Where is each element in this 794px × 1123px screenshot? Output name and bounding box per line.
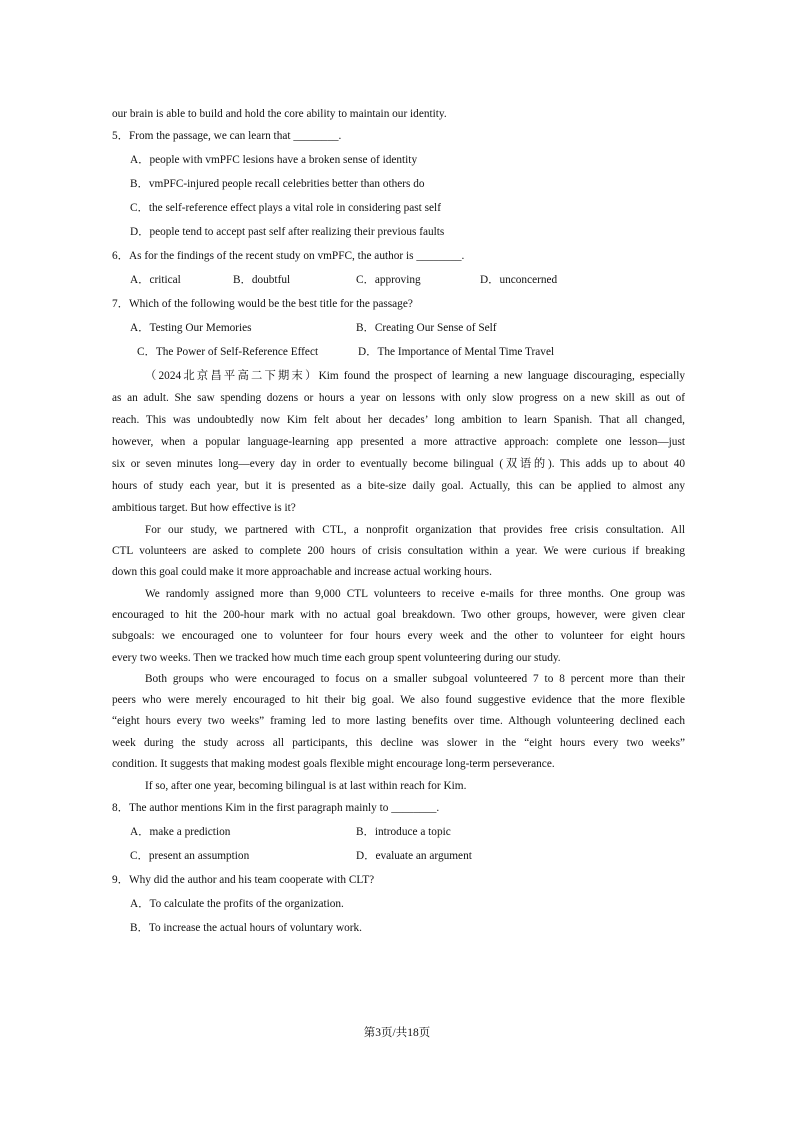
question-7-stem: 7．Which of the following would be the best title for the passage? <box>112 298 413 310</box>
question-5-stem: 5．From the passage, we can learn that ________. <box>112 130 342 142</box>
passage-p4-line-3: “eight hours every two weeks” framing led to more lasting benefits over time. Although volunteering declined each <box>112 715 685 727</box>
question-6-option-d: D．unconcerned <box>480 274 558 286</box>
passage-p4-line-5: condition. It suggests that making modest goals flexible might encourage long-term perseverance. <box>112 758 555 770</box>
question-8-option-a: A．make a prediction <box>130 826 231 838</box>
question-6-stem: 6．As for the findings of the recent study on vmPFC, the author is ________. <box>112 250 465 262</box>
passage-p4-line-2: peers who were merely encouraged to hit their big goal. We also found suggestive evidence that the more flexible <box>112 694 685 706</box>
passage-p2-line-3: down this goal could make it more approachable and increase actual working hours. <box>112 566 492 578</box>
question-7-option-d: D．The Importance of Mental Time Travel <box>358 346 555 358</box>
question-8-option-c: C．present an assumption <box>130 850 250 862</box>
question-6-option-b: B．doubtful <box>233 274 291 286</box>
question-5-option-d: D．people tend to accept past self after realizing their previous faults <box>130 226 445 238</box>
question-6-option-a: A．critical <box>130 274 181 286</box>
passage-p1-line-2: as an adult. She saw spending dozens or hours a year on lessons with only slow progress on a new skill as out of <box>112 392 685 404</box>
question-9-option-a: A．To calculate the profits of the organization. <box>130 898 344 910</box>
passage-p4-line-1: Both groups who were encouraged to focus on a smaller subgoal volunteered 7 to 8 percent more than their <box>145 673 685 685</box>
question-6-option-c: C．approving <box>356 274 421 286</box>
question-9-option-b: B．To increase the actual hours of voluntary work. <box>130 922 362 934</box>
question-8-option-b: B．introduce a topic <box>356 826 451 838</box>
question-9-stem: 9．Why did the author and his team cooperate with CLT? <box>112 874 375 886</box>
passage-p3-line-3: subgoals: we encouraged one to volunteer for four hours every week and the other to volunteer for eight hours <box>112 630 685 642</box>
question-5-option-a: A．people with vmPFC lesions have a broken sense of identity <box>130 154 418 166</box>
passage-p1-line-3: reach. This was undoubtedly now Kim felt about her decades’ long ambition to learn Spanish. That all changed, <box>112 414 685 426</box>
passage-p1-line-7: ambitious target. But how effective is it? <box>112 502 296 514</box>
passage-p3-line-4: every two weeks. Then we tracked how much time each group spent volunteering during our study. <box>112 652 561 664</box>
passage-p2-line-1: For our study, we partnered with CTL, a nonprofit organization that provides free crisis consultation. All <box>145 524 685 536</box>
question-7-option-c: C．The Power of Self-Reference Effect <box>137 346 319 358</box>
passage-p3-line-2: encouraged to hit the 200-hour mark with no actual goal breakdown. Two other groups, however, were given clear <box>112 609 685 621</box>
intro-line: our brain is able to build and hold the core ability to maintain our identity. <box>112 108 447 120</box>
passage-p1-line-1: （2024北京昌平高二下期末）Kim found the prospect of learning a new language discouraging, especially <box>145 370 685 382</box>
passage-p1-line-5: six or seven minutes long—every day in order to eventually become bilingual (双语的). This adds up to about 40 <box>112 458 685 470</box>
question-7-option-b: B．Creating Our Sense of Self <box>356 322 497 334</box>
passage-p1-line-4: however, when a popular language-learning app presented a more attractive approach: complete one lesson—just <box>112 436 685 448</box>
question-5-option-b: B．vmPFC-injured people recall celebrities better than others do <box>130 178 425 190</box>
passage-p5: If so, after one year, becoming bilingual is at last within reach for Kim. <box>145 780 467 792</box>
passage-p4-line-4: week during the study across all participants, this decline was slower in the “eight hours every two weeks” <box>112 737 685 749</box>
question-5-option-c: C．the self-reference effect plays a vital role in considering past self <box>130 202 441 214</box>
question-8-option-d: D．evaluate an argument <box>356 850 472 862</box>
page-number-footer: 第3页/共18页 <box>363 1027 431 1039</box>
passage-p1-line-6: hours of study each year, but it is presented as a bite-size daily goal. Actually, this can be applied to almost any <box>112 480 685 492</box>
passage-p2-line-2: CTL volunteers are asked to complete 200 hours of crisis consultation within a year. We were curious if breaking <box>112 545 685 557</box>
passage-p3-line-1: We randomly assigned more than 9,000 CTL volunteers to receive e-mails for three months. One group was <box>145 588 685 600</box>
question-7-option-a: A．Testing Our Memories <box>130 322 252 334</box>
question-8-stem: 8．The author mentions Kim in the first paragraph mainly to ________. <box>112 802 440 814</box>
